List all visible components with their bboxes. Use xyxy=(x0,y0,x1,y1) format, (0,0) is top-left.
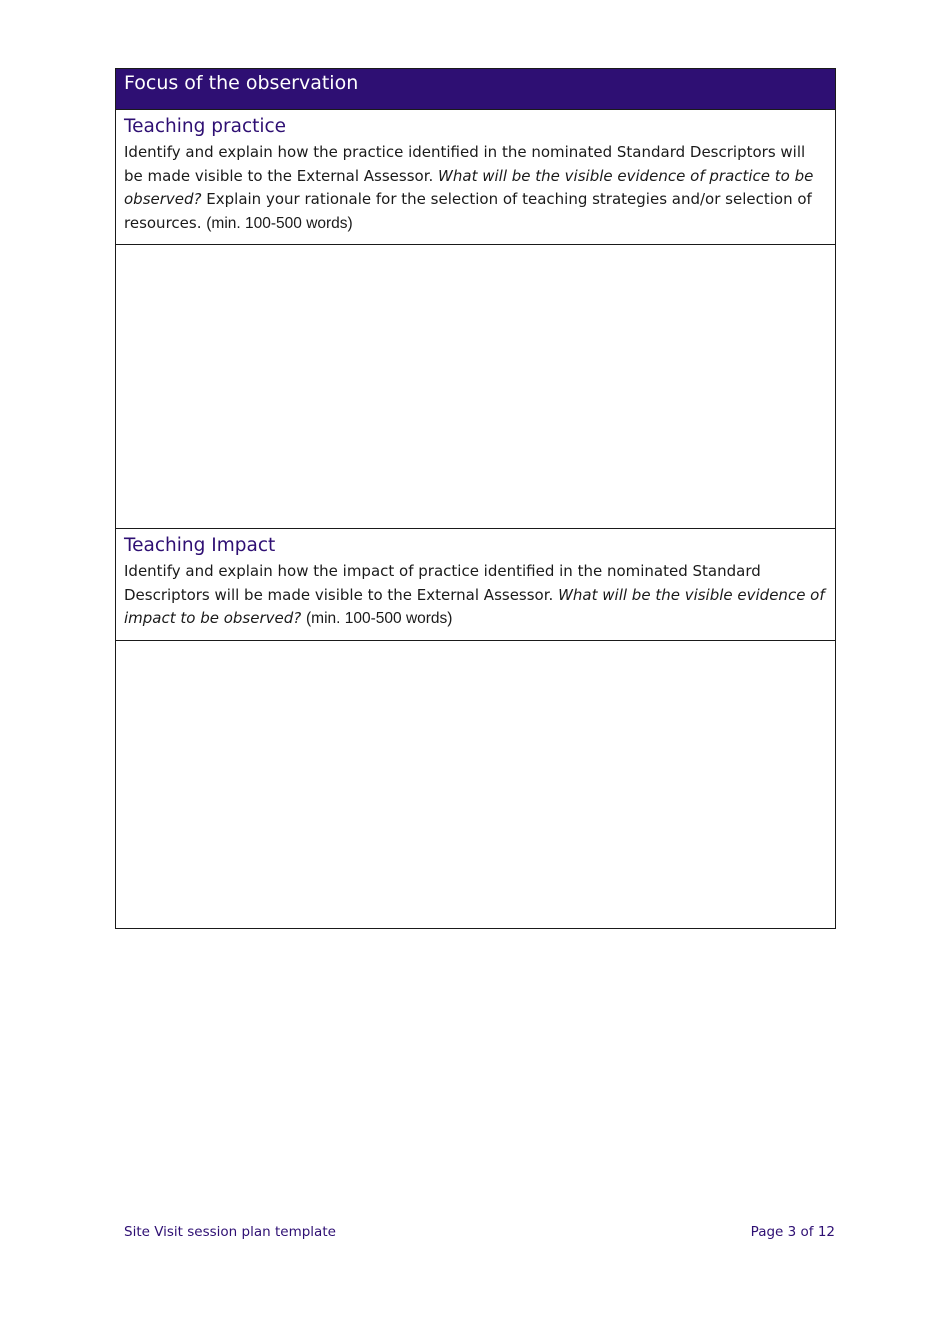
teaching-practice-prompt xyxy=(116,110,836,245)
teaching-practice-question: What will be the visible evidence of practice to be observed? xyxy=(124,166,814,208)
footer-page-number: Page 3 of 12 xyxy=(750,1224,835,1240)
section-header xyxy=(116,69,836,110)
teaching-impact-response-text[interactable] xyxy=(124,641,827,928)
section-header-title: Focus of the observation xyxy=(124,72,359,94)
teaching-impact-text-1: Identify and explain how the impact of practice identified in the nominated Standard Descriptors will be made visible to the External Assessor. xyxy=(124,562,761,604)
teaching-impact-title: Teaching Impact xyxy=(124,535,276,556)
teaching-impact-instructions xyxy=(124,560,827,631)
teaching-impact-prompt xyxy=(116,529,836,641)
teaching-practice-text-1: Identify and explain how the practice identified in the nominated Standard Descriptors will be made visible to the External Assessor. xyxy=(124,143,806,185)
teaching-practice-text-2: Explain your rationale for the selection of teaching strategies and/or selection of resources. xyxy=(124,190,812,232)
teaching-impact-response-field[interactable] xyxy=(116,641,836,929)
teaching-practice-title: Teaching practice xyxy=(124,116,287,137)
footer-document-title: Site Visit session plan template xyxy=(124,1224,336,1240)
teaching-practice-response-text[interactable] xyxy=(124,245,827,528)
teaching-impact-word-limit: (min. 100-500 words) xyxy=(306,610,453,627)
teaching-practice-response-field[interactable] xyxy=(116,245,836,529)
teaching-impact-question: What will be the visible evidence of impact to be observed? xyxy=(124,585,825,627)
teaching-practice-instructions xyxy=(124,141,827,235)
observation-form-table xyxy=(115,68,836,929)
teaching-practice-word-limit: (min. 100-500 words) xyxy=(206,214,353,232)
